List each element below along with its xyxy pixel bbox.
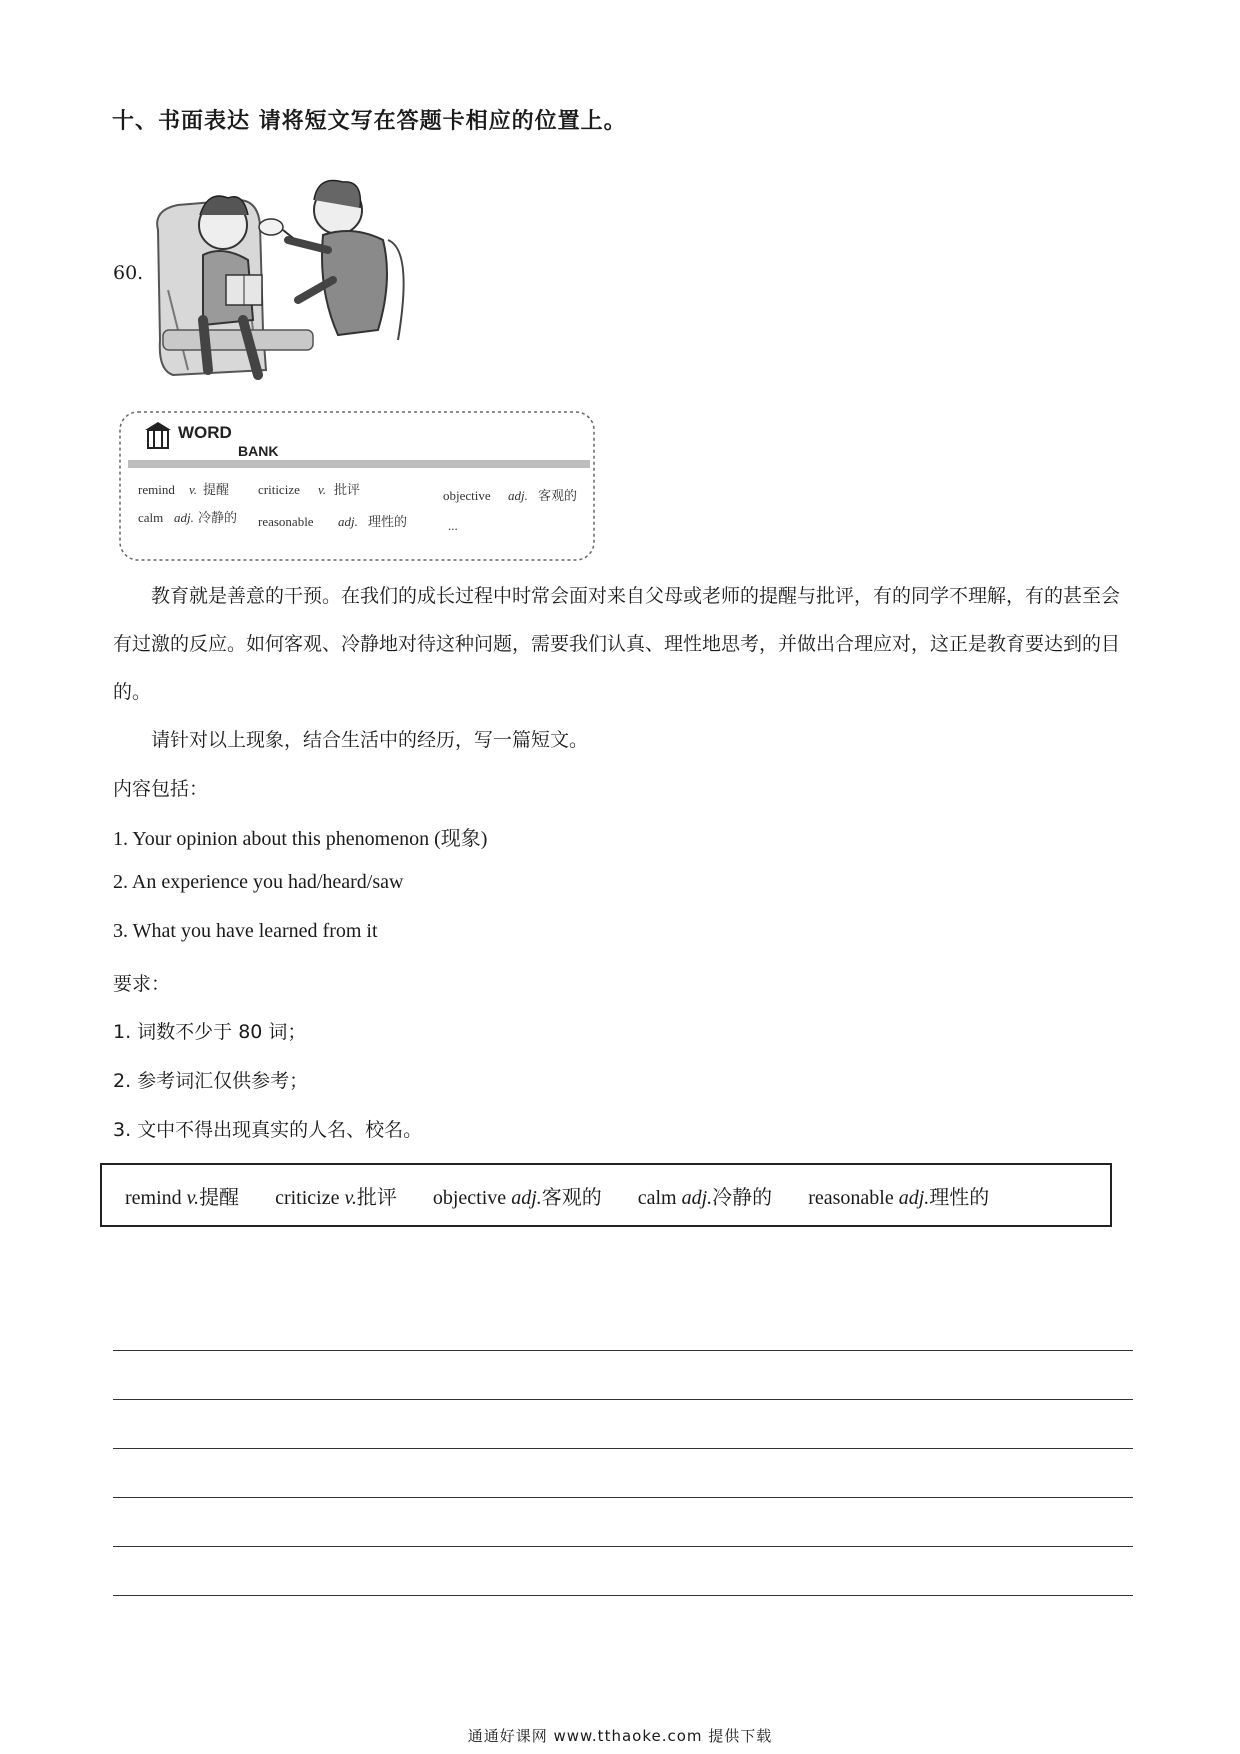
- answer-line[interactable]: [113, 1497, 1133, 1498]
- answer-line[interactable]: [113, 1546, 1133, 1547]
- vocab-entry: reasonable adj.理性的: [808, 1186, 990, 1209]
- content-item-3: 3. What you have learned from it: [113, 920, 378, 942]
- word-bank-panel: [118, 410, 598, 565]
- question-number: 60.: [113, 262, 144, 284]
- wb-pos-2: v.: [318, 482, 327, 497]
- content-label: 内容包括：: [113, 778, 209, 800]
- vocab-entry: objective adj.客观的: [432, 1186, 602, 1209]
- answer-line[interactable]: [113, 1399, 1133, 1400]
- wb-word-4: calm: [138, 510, 164, 525]
- wordbank-heading-word: WORD: [178, 423, 232, 442]
- wb-pos-4: adj.: [174, 510, 194, 525]
- wb-word-5: reasonable: [258, 514, 314, 529]
- passage-paragraph-2: 请针对以上现象，结合生活中的经历，写一篇短文。: [151, 729, 589, 751]
- requirement-item-3: 3. 文中不得出现真实的人名、校名。: [113, 1119, 423, 1141]
- passage-paragraph-1: 教育就是善意的干预。在我们的成长过程中时常会面对来自父母或老师的提醒与批评，有的同学不理解，有的甚至会有过激的反应。如何客观、冷静地对待这种问题，需要我们认真、理性地思考，并做出合理应对，这正是教育要达到的目的。: [113, 585, 1121, 703]
- illustration-image: [148, 170, 448, 390]
- content-item-2: 2. An experience you had/heard/saw: [113, 871, 404, 893]
- section-title: 十、书面表达 请将短文写在答题卡相应的位置上。: [112, 109, 627, 134]
- requirement-item-2: 2. 参考词汇仅供参考；: [113, 1070, 309, 1092]
- wb-word-2: criticize: [258, 482, 300, 497]
- vocab-entry: remind v.提醒: [125, 1186, 240, 1209]
- requirements-label: 要求：: [113, 973, 171, 995]
- wb-word-1: remind: [138, 482, 175, 497]
- requirement-item-1: 1. 词数不少于 80 词；: [113, 1021, 307, 1043]
- wb-word-6: ...: [448, 518, 458, 533]
- answer-line[interactable]: [113, 1448, 1133, 1449]
- footer-text: 通通好课网 www.tthaoke.com 提供下载: [467, 1727, 773, 1745]
- answer-line[interactable]: [113, 1595, 1133, 1596]
- wb-meaning-1: 提醒: [203, 482, 230, 497]
- wordbank-heading-bank: BANK: [238, 443, 279, 459]
- wb-word-3: objective: [443, 488, 491, 503]
- wb-pos-5: adj.: [338, 514, 358, 529]
- vocab-entry: criticize v.批评: [275, 1186, 397, 1209]
- wb-pos-1: v.: [189, 482, 198, 497]
- vocab-entry: calm adj.冷静的: [637, 1186, 773, 1209]
- bank-icon: [145, 422, 171, 448]
- content-item-1: 1. Your opinion about this phenomenon (现象): [113, 828, 488, 850]
- answer-line[interactable]: [113, 1350, 1133, 1351]
- wb-pos-3: adj.: [508, 488, 528, 503]
- wb-meaning-2: 批评: [334, 482, 361, 497]
- vocabulary-box: [100, 1163, 1112, 1227]
- wb-meaning-4: 冷静的: [198, 510, 238, 525]
- wb-meaning-5: 理性的: [368, 514, 408, 529]
- wb-meaning-3: 客观的: [538, 488, 578, 503]
